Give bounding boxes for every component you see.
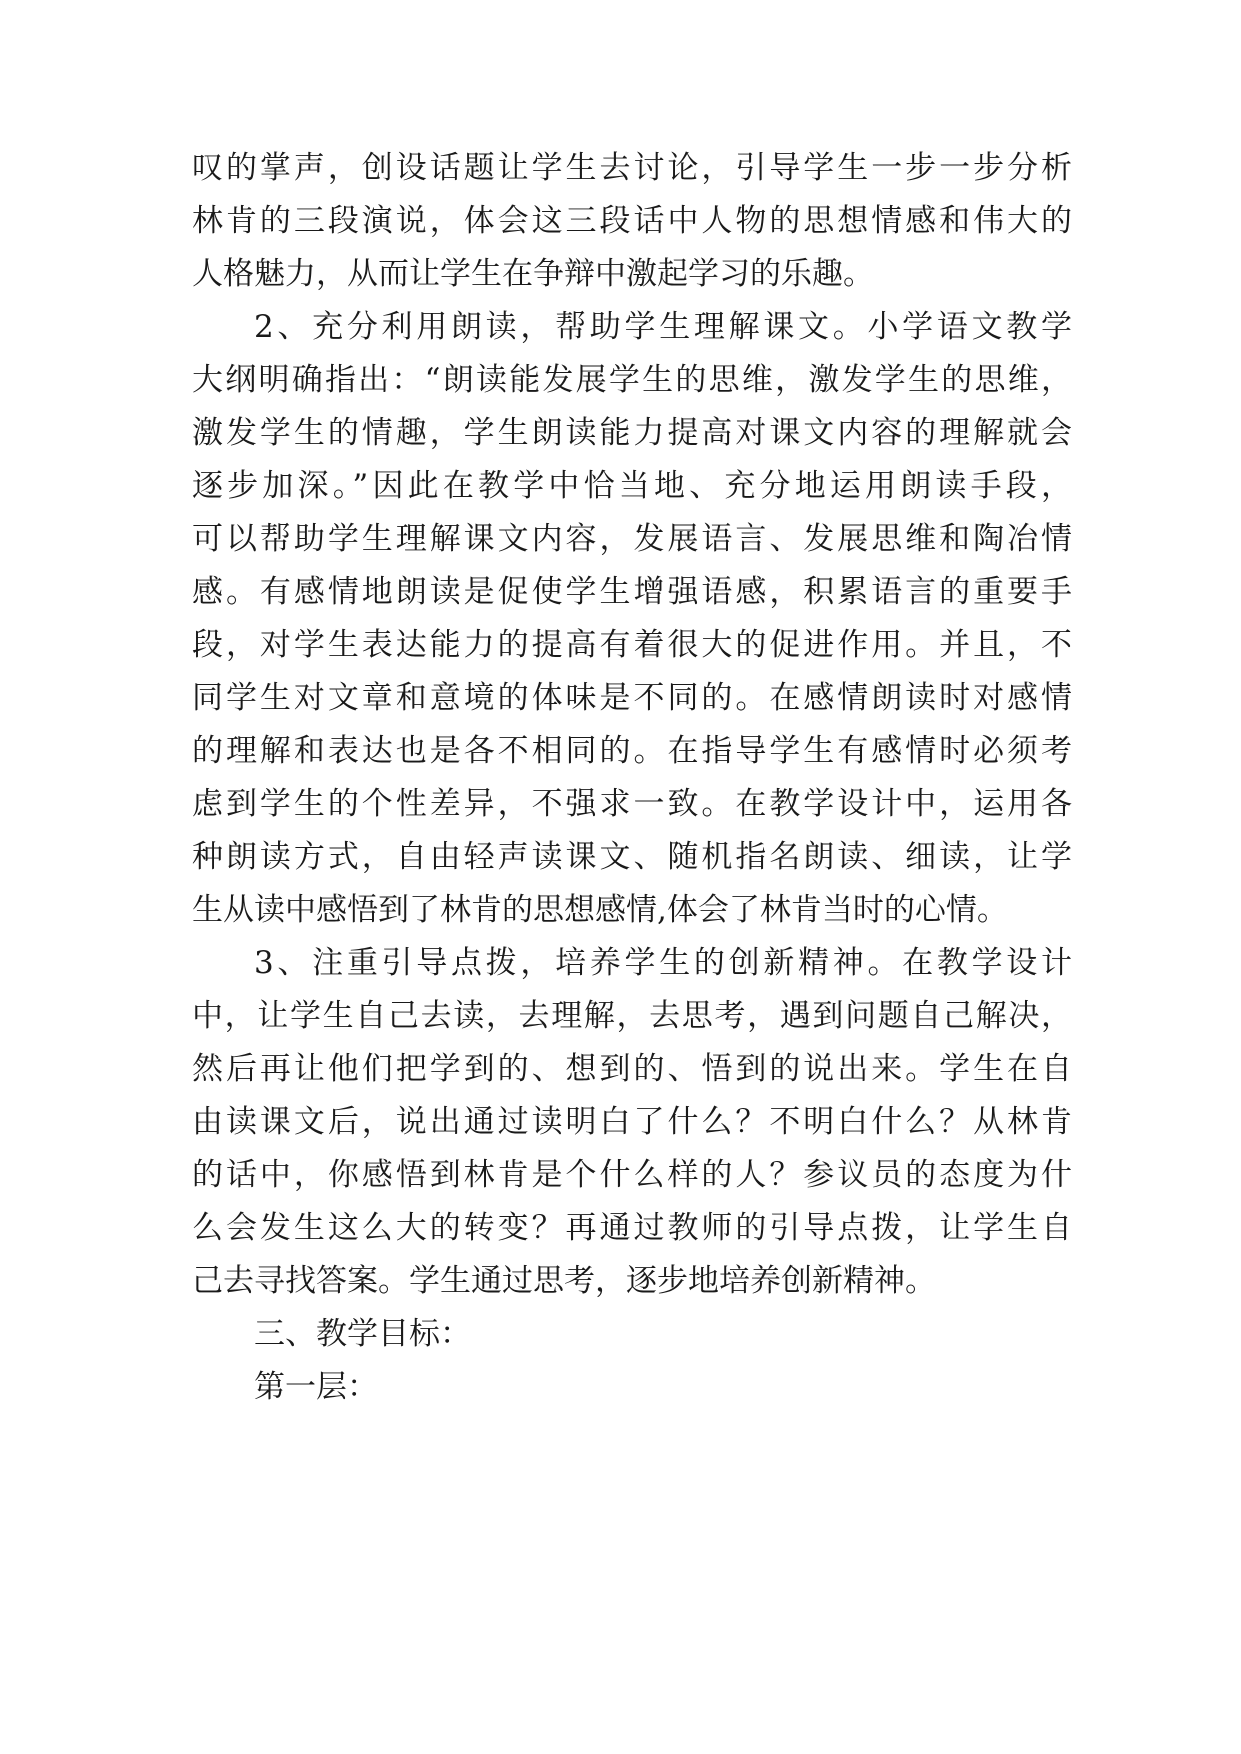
paragraph-line: 生从读中感悟到了林肯的思想感情,体会了林肯当时的心情。 [192,892,1008,928]
section-heading: 三、教学目标： [254,1316,471,1352]
paragraph-line: 感。有感情地朗读是促使学生增强语感，积累语言的重要手 [192,574,1072,610]
paragraph-line: 2、充分利用朗读，帮助学生理解课文。小学语文教学 [254,309,1072,345]
paragraph-line: 虑到学生的个性差异，不强求一致。在教学设计中，运用各 [192,786,1072,822]
paragraph-line: 的理解和表达也是各不相同的。在指导学生有感情时必须考 [192,733,1072,769]
paragraph-line: 激发学生的情趣，学生朗读能力提高对课文内容的理解就会 [192,415,1072,451]
paragraph-line: 叹的掌声，创设话题让学生去讨论，引导学生一步一步分析 [192,150,1072,186]
paragraph-line: 的话中，你感悟到林肯是个什么样的人？参议员的态度为什 [192,1157,1072,1193]
paragraph-line: 种朗读方式，自由轻声读课文、随机指名朗读、细读，让学 [192,839,1072,875]
paragraph-line: 人格魅力，从而让学生在争辩中激起学习的乐趣。 [192,256,874,292]
paragraph-line: 中，让学生自己去读，去理解，去思考，遇到问题自己解决， [192,998,1072,1034]
paragraph-line: 么会发生这么大的转变？再通过教师的引导点拨，让学生自 [192,1210,1072,1246]
paragraph-line: 然后再让他们把学到的、想到的、悟到的说出来。学生在自 [192,1051,1072,1087]
paragraph-line: 可以帮助学生理解课文内容，发展语言、发展思维和陶冶情 [192,521,1072,557]
paragraph-line: 段，对学生表达能力的提高有着很大的促进作用。并且，不 [192,627,1072,663]
subsection-heading: 第一层： [254,1369,378,1405]
paragraph-line: 3、注重引导点拨，培养学生的创新精神。在教学设计 [254,945,1072,981]
paragraph-line: 林肯的三段演说，体会这三段话中人物的思想情感和伟大的 [192,203,1072,239]
paragraph-line: 大纲明确指出：“朗读能发展学生的思维，激发学生的思维， [192,362,1072,398]
paragraph-line: 由读课文后，说出通过读明白了什么？不明白什么？从林肯 [192,1104,1072,1140]
paragraph-line: 逐步加深。”因此在教学中恰当地、充分地运用朗读手段， [192,468,1072,504]
paragraph-line: 同学生对文章和意境的体味是不同的。在感情朗读时对感情 [192,680,1072,716]
paragraph-line: 己去寻找答案。学生通过思考，逐步地培养创新精神。 [192,1263,936,1299]
